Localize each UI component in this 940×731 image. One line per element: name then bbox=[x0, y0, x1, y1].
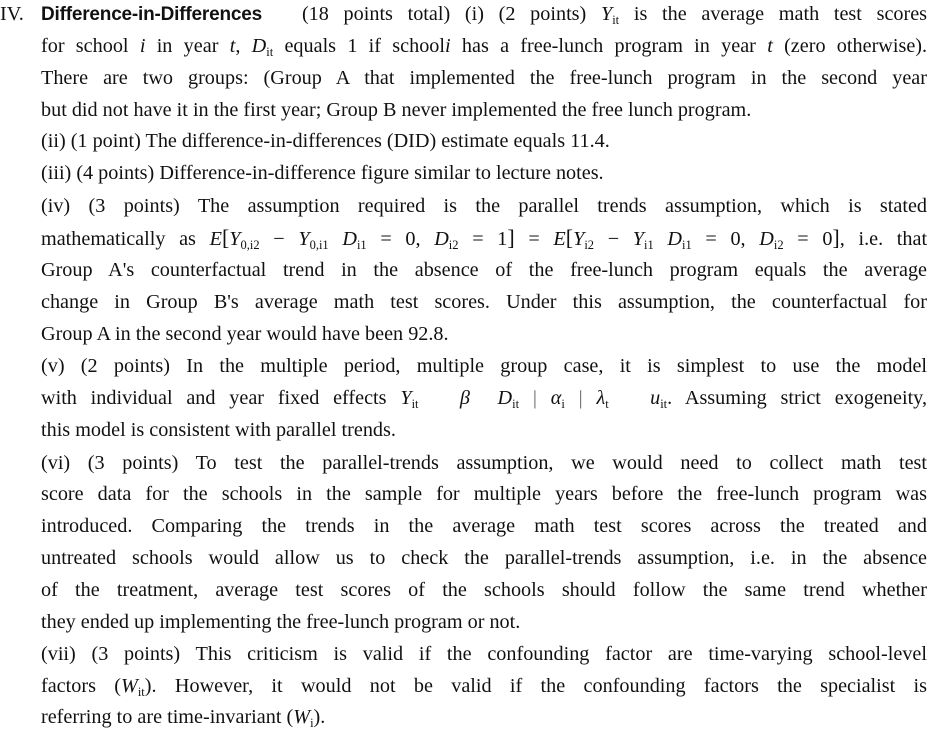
line-18: untreated schools would allow us to check the parallel-trends assumption, i.e. in the absence bbox=[41, 547, 927, 569]
var-w-i: $(W_i)$ bbox=[286, 706, 321, 730]
line-9: Group A's counterfactual trend in the absence of the free-lunch program equals the average bbox=[41, 259, 927, 281]
points-total: (18 points total) bbox=[301, 3, 451, 25]
part-i-text-c: in year bbox=[156, 35, 219, 57]
var-t: t bbox=[229, 35, 236, 57]
var-t-2: t bbox=[767, 35, 773, 57]
part-ii-label: (ii) (1 point) bbox=[41, 130, 141, 152]
line-1 bbox=[41, 0, 927, 29]
part-v-line1: In the multiple period, multiple group case, it is simplest to use the model bbox=[186, 355, 928, 377]
line-13 bbox=[41, 384, 927, 412]
var-i: i bbox=[139, 35, 146, 57]
parallel-trends-equation: $E[Y_{0,i2} - Y_{0,i1}$ $D_{i1} = 0$, $D_{i2} = 1] = E[Y_{i2} - Y_{i1}$ $D_{i1} = 0$, $D_{i2} = 0$] bbox=[209, 225, 840, 252]
line-3: There are two groups: (Group A that implemented the free-lunch program in the second year bbox=[41, 67, 927, 89]
part-i-text-e: has a free-lunch program in year bbox=[461, 35, 756, 57]
line-8 bbox=[41, 224, 927, 253]
part-vii-line3-tail: . bbox=[320, 706, 326, 728]
line-14: this model is consistent with parallel trends. bbox=[41, 419, 396, 441]
fixed-effects-model: $Y_{it}$ β $D_{it}$ | $\alpha_i$ | $\lambda_t$ $u_{it}$ bbox=[400, 387, 668, 411]
part-iv-line1: The assumption required is the parallel trends assumption, which is stated bbox=[197, 195, 928, 217]
line-5 bbox=[41, 127, 927, 155]
line-7 bbox=[41, 192, 927, 220]
part-iii-label: (iii) (4 points) bbox=[41, 162, 155, 184]
line-15 bbox=[41, 449, 927, 477]
part-i-label: (i) (2 points) bbox=[464, 3, 587, 25]
section-title: Difference-in-Differences bbox=[41, 4, 262, 25]
part-v-line2-tail: . Assuming strict exogeneity, bbox=[667, 387, 928, 409]
var-i-2: i bbox=[445, 35, 451, 57]
part-i-text-d: equals 1 if school bbox=[284, 35, 445, 57]
part-i-text-f: (zero otherwise). bbox=[784, 35, 928, 57]
part-vi-line1: To test the parallel-trends assumption, we would need to collect math test bbox=[195, 452, 927, 474]
part-i-text-b: for school bbox=[41, 35, 129, 57]
var-d-it: $D_{it}$ bbox=[251, 35, 274, 59]
line-11: Group A in the second year would have been 92.8. bbox=[41, 323, 449, 345]
line-12 bbox=[41, 352, 927, 380]
section-number: IV. bbox=[0, 3, 24, 25]
part-vii-line1: This criticism is valid if the confounding factor are time-varying school-level bbox=[195, 643, 927, 665]
line-21 bbox=[41, 640, 927, 668]
line-23 bbox=[41, 703, 927, 731]
part-iii-text: Difference-in-difference figure similar to lecture notes. bbox=[159, 162, 604, 184]
var-w-it: $(W_{it})$. bbox=[114, 675, 157, 699]
line-20: they ended up implementing the free-lunch program or not. bbox=[41, 611, 521, 633]
line-22 bbox=[41, 672, 927, 700]
line-16: score data for the schools in the sample for multiple years before the free-lunch program was bbox=[41, 483, 927, 505]
part-vii-label: (vii) (3 points) bbox=[41, 643, 181, 665]
part-v-label: (v) (2 points) bbox=[41, 355, 170, 377]
line-17: introduced. Comparing the trends in the average math test scores across the treated and bbox=[41, 515, 927, 537]
part-i-text: is the average math test scores bbox=[633, 3, 928, 25]
line-19: of the treatment, average test scores of the schools should follow the same trend whether bbox=[41, 579, 927, 601]
line-10: change in Group B's average math test scores. Under this assumption, the counterfactual for bbox=[41, 291, 927, 313]
part-ii-text: The difference-in-differences (DID) estimate equals 11.4. bbox=[145, 130, 610, 152]
part-iv-label: (iv) (3 points) bbox=[41, 195, 180, 217]
part-iv-line2-tail: , i.e. that bbox=[839, 228, 928, 250]
part-vii-line2-lead: factors bbox=[41, 675, 96, 697]
part-v-line2-lead: with individual and year fixed effects bbox=[41, 387, 387, 409]
line-2: for school i in year t, $D_{it}$ equals 1 if schooli has a free-lunch program in year t (zero otherwise). bbox=[41, 35, 928, 59]
part-vii-line3-lead: referring to are time-invariant bbox=[41, 706, 282, 728]
line-6 bbox=[41, 159, 927, 187]
line-4: but did not have it in the first year; Group B never implemented the free lunch program. bbox=[41, 99, 752, 121]
part-vi-label: (vi) (3 points) bbox=[41, 452, 179, 474]
var-y-it: $Y_{it}$ bbox=[600, 3, 620, 27]
part-vii-line2-tail: However, it would not be valid if the confounding factors the specialist is bbox=[174, 675, 928, 697]
part-iv-line2-lead: mathematically as bbox=[41, 228, 196, 250]
